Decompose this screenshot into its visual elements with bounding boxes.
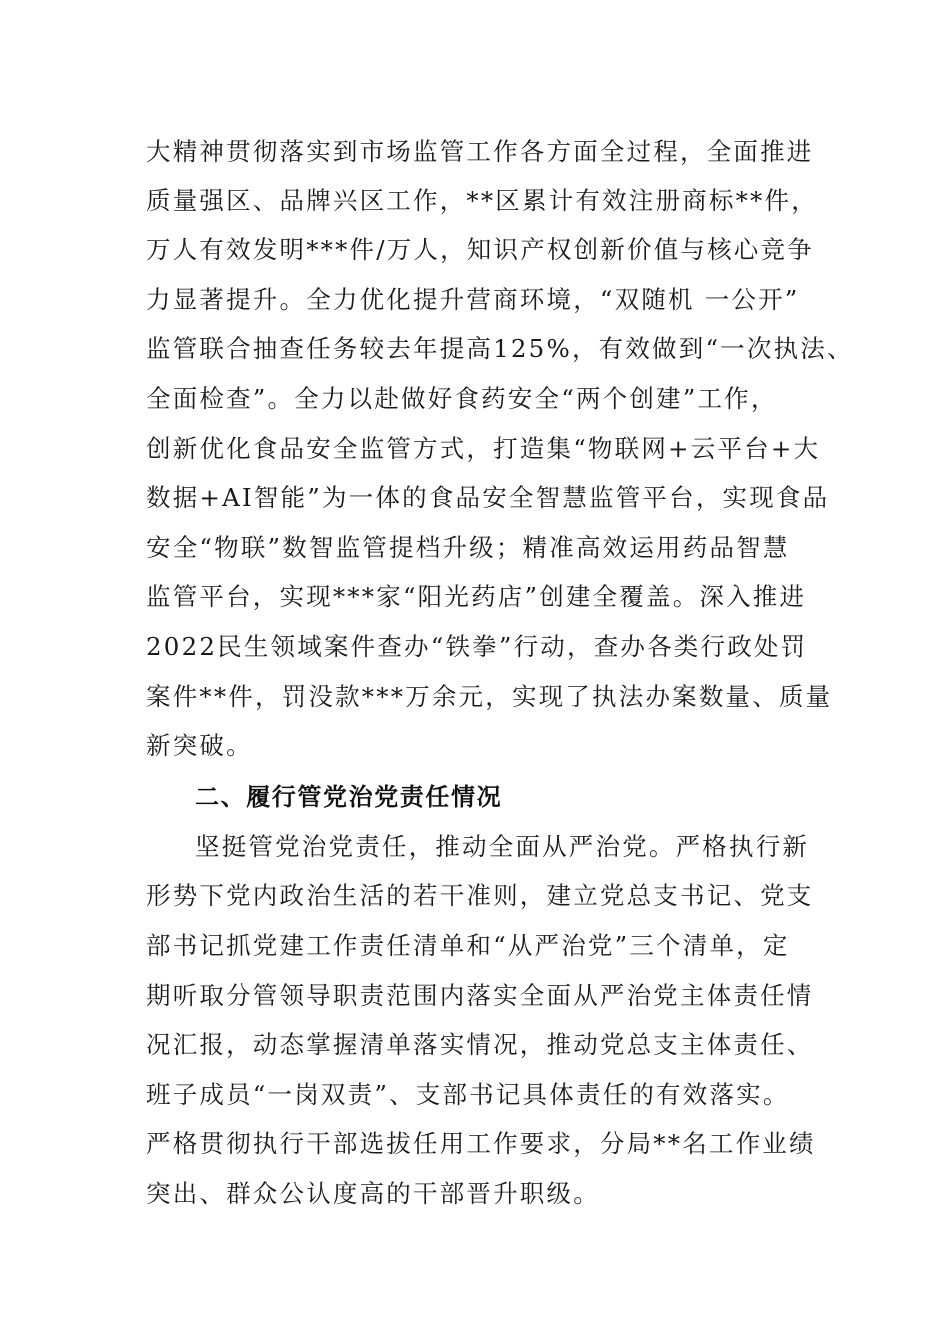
paragraph-1-line-2: 质量强区、品牌兴区工作，**区累计有效注册商标**件， (146, 186, 818, 215)
section-heading: 二、履行管党治党责任情况 (195, 783, 503, 811)
paragraph-1-line-6: 全面检查”。全力以赴做好食药安全“两个创建”工作， (146, 384, 778, 413)
paragraph-2-line-8: 突出、群众公认度高的干部晋升职级。 (146, 1179, 600, 1208)
paragraph-1-line-11: 2022民生领域案件查办“铁拳”行动，查办各类行政处罚 (146, 632, 808, 661)
paragraph-2-line-2: 形势下党内政治生活的若干准则，建立党总支书记、党支 (146, 881, 814, 910)
paragraph-2-line-6: 班子成员“一岗双责”、支部书记具体责任的有效落实。 (146, 1080, 790, 1109)
paragraph-1-line-10: 监管平台，实现***家“阳光药店”创建全覆盖。深入推进 (146, 582, 807, 611)
paragraph-1-line-4: 力显著提升。全力优化提升营商环境，“双随机 一公开” (146, 285, 800, 314)
paragraph-2-line-4: 期听取分管领导职责范围内落实全面从严治党主体责任情 (146, 981, 814, 1010)
paragraph-1-line-8: 数据+AI智能”为一体的食品安全智慧监管平台，实现食品 (146, 483, 830, 512)
paragraph-1-line-9: 安全“物联”数智监管提档升级；精准高效运用药品智慧 (146, 533, 790, 562)
paragraph-1-line-1: 大精神贯彻落实到市场监管工作各方面全过程，全面推进 (146, 137, 814, 166)
paragraph-1-line-12: 案件**件，罚没款***万余元，实现了执法办案数量、质量 (146, 682, 833, 711)
paragraph-1-line-3: 万人有效发明***件/万人，知识产权创新价值与核心竞争 (146, 235, 814, 264)
paragraph-1-line-13: 新突破。 (146, 731, 253, 760)
paragraph-1-line-7: 创新优化食品安全监管方式，打造集“物联网+云平台+大 (146, 434, 821, 463)
paragraph-2-line-3: 部书记抓党建工作责任清单和“从严治党”三个清单，定 (146, 931, 790, 960)
paragraph-2-line-7: 严格贯彻执行干部选拔任用工作要求，分局**名工作业绩 (146, 1129, 816, 1158)
paragraph-2-line-1: 坚挺管党治党责任，推动全面从严治党。严格执行新 (195, 832, 810, 861)
paragraph-2-line-5: 况汇报，动态掌握清单落实情况，推动党总支主体责任、 (146, 1030, 814, 1059)
paragraph-1-line-5: 监管联合抽查任务较去年提高125%，有效做到“一次执法、 (146, 334, 854, 363)
